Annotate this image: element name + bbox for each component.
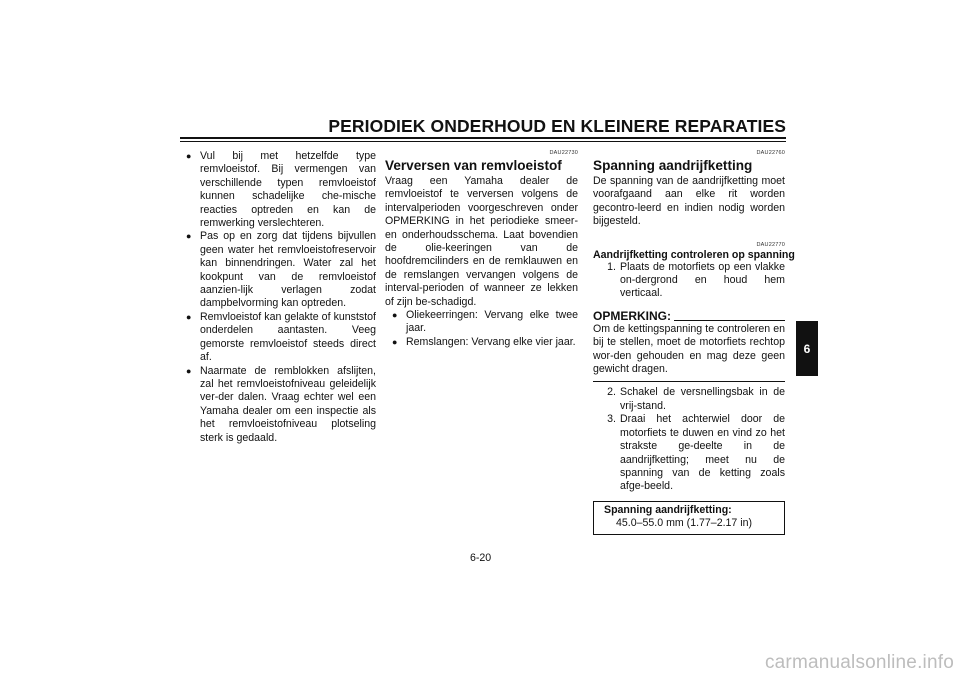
column-middle <box>385 150 578 349</box>
column-right <box>593 150 795 535</box>
note-text: Om de kettingspanning te controleren en bij te stellen, moet de motorfiets rechtop wor-den gehouden en mag deze geen gewicht dragen. <box>593 322 785 376</box>
bullet-item: ● Remslangen: Vervang elke vier jaar. <box>392 335 576 348</box>
note-header <box>593 310 785 323</box>
bullet-dot-icon: ● <box>392 310 398 321</box>
note-rule <box>674 320 785 321</box>
bullet-dot-icon: ● <box>186 365 192 376</box>
section-heading: Verversen van remvloeistof <box>385 158 562 173</box>
note-end-rule <box>593 381 785 382</box>
bullet-item: ● Pas op en zorg dat tijdens bijvullen geen water het remvloeistofreservoir kan binnendringen. Water zal het kookpunt van de remvloeistof aanzien-lijk verlagen zodat dampbelvorming kan optreden. <box>186 230 376 310</box>
header-rule <box>180 137 786 139</box>
page-number: 6-20 <box>470 552 492 564</box>
section-paragraph: Vraag een Yamaha dealer de remvloeistof te verversen volgens de intervalperioden voorgeschreven onder OPMERKING in het periodieke smeer- en onderhoudsschema. Laat bovendien de olie-keeringen van de hoofdremcilinders en de remklauwen en de remslangen vervangen volgens de interval-perioden of wanneer ze lekken of zijn be-schadigd. <box>385 175 578 308</box>
step-item: 2. Schakel de versnellingsbak in de vrij-stand. <box>607 386 785 412</box>
section-code: DAU22730 <box>549 150 578 156</box>
bullet-dot-icon: ● <box>392 336 398 347</box>
note-label: OPMERKING: <box>593 308 671 323</box>
page-header-title: PERIODIEK ONDERHOUD EN KLEINERE REPARATIES <box>328 116 786 136</box>
spec-box <box>593 501 785 535</box>
section-heading: Spanning aandrijfketting <box>593 158 753 173</box>
bullet-list <box>385 309 578 349</box>
bullet-item: ● Remvloeistof kan gelakte of kunststof onderdelen aantasten. Veeg gemorste remvloeistof steeds direct af. <box>186 310 376 364</box>
subsection-code: DAU22770 <box>756 241 785 248</box>
spec-label: Spanning aandrijfketting: <box>604 503 732 516</box>
spec-value: 45.0–55.0 mm (1.77–2.17 in) <box>616 517 753 530</box>
bullet-item: ● Naarmate de remblokken afslijten, zal het remvloeistofniveau geleidelijk ver-der dalen. Vraag echter wel een Yamaha dealer om een inspectie als het remvloeistofniveau plotseling sterk is gedaald. <box>186 364 376 444</box>
bullet-dot-icon: ● <box>186 151 192 161</box>
bullet-dot-icon: ● <box>186 311 192 322</box>
section-paragraph: De spanning van de aandrijfketting moet voorafgaand aan elke rit worden gecontro-leerd en indien nodig worden bijgesteld. <box>593 175 785 228</box>
bullet-item: ● Vul bij met hetzelfde type remvloeistof. Bij vermengen van verschillende typen remvloeistof kunnen schadelijke che-mische reacties optreden en kan de remwerking verslechteren. <box>186 150 376 230</box>
bullet-dot-icon: ● <box>186 231 192 242</box>
subsection-heading: Aandrijfketting controleren op spanning <box>593 248 795 261</box>
column-left <box>186 150 376 445</box>
header-rule-thin <box>180 141 786 142</box>
section-code: DAU22760 <box>756 150 785 156</box>
bullet-item: ● Oliekeerringen: Vervang elke twee jaar. <box>392 309 578 335</box>
chapter-tab: 6 <box>796 321 818 376</box>
step-item: 3. Draai het achterwiel door de motorfiets te duwen en vind zo het strakste ge-deelte in de aandrijfketting; meet nu de spanning van de ketting zoals afge-beeld. <box>607 413 785 493</box>
step-item: 1. Plaats de motorfiets op een vlakke on-dergrond en houd hem verticaal. <box>607 260 785 300</box>
watermark: carmanualsonline.info <box>764 652 954 673</box>
